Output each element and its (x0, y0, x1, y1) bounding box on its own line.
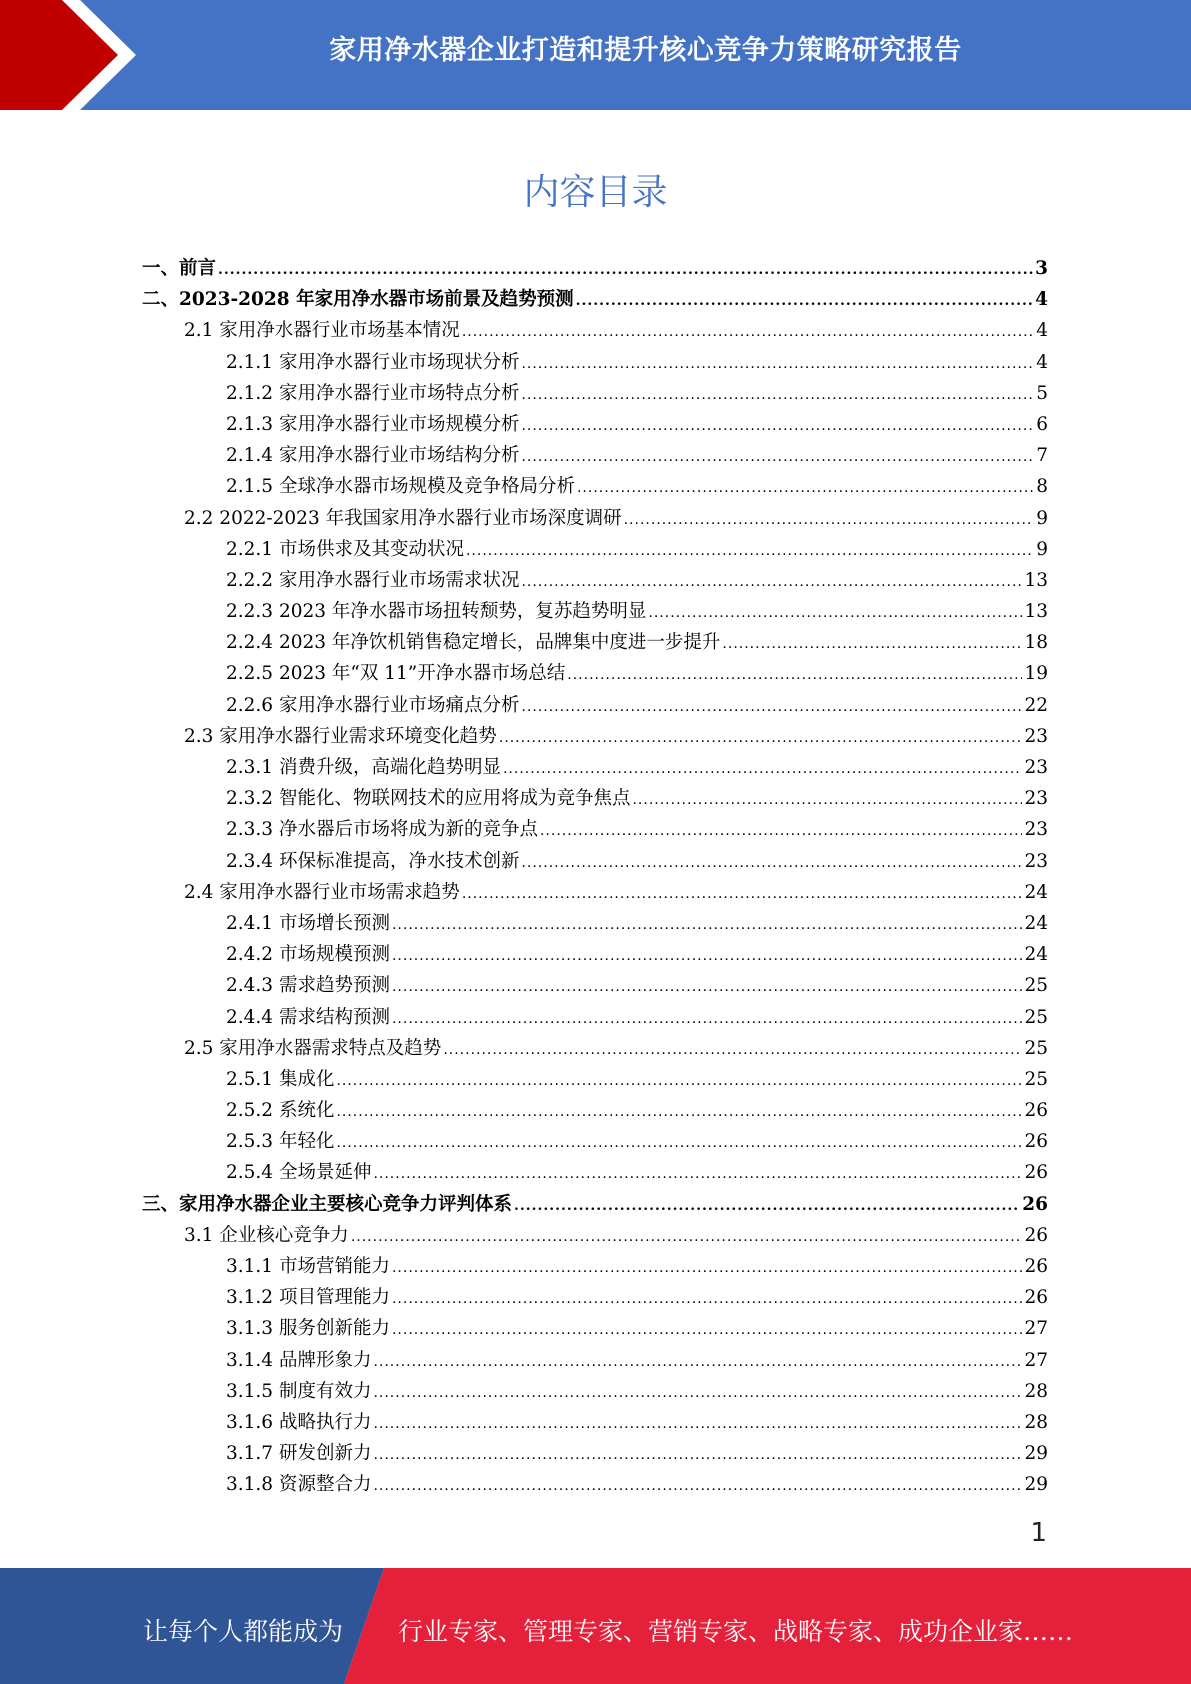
toc-leader-dots (521, 387, 1034, 403)
toc-entry[interactable] (142, 348, 1048, 379)
toc-entry-label: 2.2.4 2023 年净饮机销售稳定增长，品牌集中度进一步提升 (226, 632, 721, 654)
toc-entry-page: 27 (1024, 1318, 1048, 1340)
toc-leader-dots (462, 886, 1023, 902)
toc-entry-page: 5 (1036, 382, 1048, 404)
toc-leader-dots (466, 543, 1034, 559)
toc-entry-page: 26 (1024, 1224, 1048, 1246)
toc-entry[interactable] (142, 722, 1048, 753)
toc-entry[interactable] (142, 659, 1048, 690)
toc-entry[interactable] (142, 1065, 1048, 1096)
toc-entry-page: 26 (1024, 1162, 1048, 1184)
toc-leader-dots (336, 1135, 1022, 1151)
toc-entry-label: 3.1.1 市场营销能力 (226, 1256, 390, 1277)
toc-entry-page: 9 (1036, 507, 1048, 529)
toc-entry-label: 三、家用净水器企业主要核心竞争力评判体系 (142, 1193, 513, 1215)
toc-leader-dots (514, 1198, 1020, 1214)
toc-entry-label: 2.2.6 家用净水器行业市场痛点分析 (226, 694, 520, 716)
toc-entry-label: 2.3.2 智能化、物联网技术的应用将成为竞争焦点 (226, 788, 631, 810)
toc-entry-page: 13 (1024, 569, 1048, 591)
toc-entry-page: 18 (1024, 632, 1048, 654)
toc-entry-page: 26 (1024, 1287, 1048, 1309)
toc-entry-label: 2.3.4 环保标准提高，净水技术创新 (226, 850, 520, 872)
toc-entry[interactable] (142, 1096, 1048, 1127)
toc-entry-page: 4 (1035, 289, 1048, 311)
toc-entry-page: 6 (1036, 413, 1048, 435)
toc-entry[interactable] (142, 316, 1048, 347)
toc-entry-label: 2.5 家用净水器需求特点及趋势 (184, 1037, 442, 1059)
toc-entry-label: 二、2023-2028 年家用净水器市场前景及趋势预测 (142, 289, 574, 311)
toc-leader-dots (503, 761, 1022, 777)
toc-entry-page: 25 (1024, 1006, 1048, 1028)
toc-entry-label: 2.5.3 年轻化 (226, 1131, 335, 1153)
footer-slogan-right: 行业专家、管理专家、营销专家、战略专家、成功企业家…… (398, 1617, 1074, 1646)
toc-entry-label: 3.1.8 资源整合力 (226, 1474, 372, 1496)
toc-entry-page: 7 (1036, 445, 1048, 467)
toc-entry-label: 2.1 家用净水器行业市场基本情况 (184, 320, 460, 342)
toc-entry-page: 29 (1024, 1474, 1048, 1496)
toc-entry[interactable] (142, 535, 1048, 566)
chevron-arrow-icon (0, 0, 150, 110)
toc-entry-page: 25 (1024, 975, 1048, 997)
toc-leader-dots (648, 605, 1022, 621)
toc-entry-page: 26 (1024, 1100, 1048, 1122)
toc-leader-dots (521, 855, 1022, 871)
toc-leader-dots (373, 1416, 1022, 1432)
toc-entry-label: 一、前言 (142, 258, 217, 279)
toc-leader-dots (577, 480, 1034, 496)
toc-entry[interactable] (142, 815, 1048, 846)
toc-entry[interactable] (142, 1408, 1048, 1439)
footer-slogan-left: 让每个人都能成为 (143, 1617, 344, 1646)
toc-entry[interactable] (142, 1377, 1048, 1408)
toc-entry[interactable] (142, 254, 1048, 285)
toc-entry-page: 22 (1024, 694, 1048, 716)
toc-leader-dots (443, 1042, 1022, 1058)
toc-leader-dots (499, 730, 1023, 746)
toc-leader-dots (632, 792, 1022, 808)
toc-entry[interactable] (142, 410, 1048, 441)
toc-entry-page: 3 (1035, 258, 1048, 279)
toc-entry-page: 24 (1024, 944, 1048, 966)
toc-entry-label: 2.4.2 市场规模预测 (226, 944, 390, 966)
toc-leader-dots (521, 574, 1022, 590)
page-number: 1 (1030, 1518, 1047, 1548)
toc-entry[interactable] (142, 909, 1048, 940)
toc-entry-label: 2.4.4 需求结构预测 (226, 1006, 390, 1028)
toc-entry-label: 2.2.3 2023 年净水器市场扭转颓势，复苏趋势明显 (226, 601, 647, 623)
toc-entry-page: 25 (1024, 1037, 1048, 1059)
toc-leader-dots (521, 418, 1034, 434)
toc-entry-label: 2.4.1 市场增长预测 (226, 912, 390, 934)
toc-entry[interactable] (142, 472, 1048, 503)
toc-entry[interactable] (142, 441, 1048, 472)
toc-entry-label: 2.1.1 家用净水器行业市场现状分析 (226, 351, 520, 373)
toc-entry[interactable] (142, 691, 1048, 722)
toc-entry[interactable] (142, 285, 1048, 316)
toc-entry-label: 2.1.5 全球净水器市场规模及竞争格局分析 (226, 476, 575, 498)
toc-entry-page: 13 (1024, 601, 1048, 623)
toc-leader-dots (392, 979, 1022, 995)
toc-entry-page: 23 (1024, 788, 1048, 810)
toc-entry[interactable] (142, 1283, 1048, 1314)
toc-entry[interactable] (142, 504, 1048, 535)
toc-entry[interactable] (142, 566, 1048, 597)
toc-entry[interactable] (142, 971, 1048, 1002)
toc-entry-label: 3.1.6 战略执行力 (226, 1411, 372, 1433)
toc-leader-dots (392, 948, 1022, 964)
toc-leader-dots (373, 1478, 1022, 1494)
toc-entry[interactable] (142, 1221, 1048, 1252)
toc-leader-dots (373, 1385, 1022, 1401)
toc-leader-dots (521, 356, 1034, 372)
toc-entry-label: 2.3.1 消费升级，高端化趋势明显 (226, 757, 501, 778)
toc-leader-dots (392, 1011, 1022, 1027)
toc-entry[interactable] (142, 784, 1048, 815)
toc-entry-label: 2.2.2 家用净水器行业市场需求状况 (226, 569, 520, 591)
toc-leader-dots (722, 636, 1022, 652)
toc-entry-label: 3.1.4 品牌形象力 (226, 1349, 372, 1371)
toc-entry[interactable] (142, 379, 1048, 410)
toc-entry-label: 2.2.5 2023 年“双 11”开净水器市场总结 (226, 663, 566, 685)
toc-leader-dots (521, 699, 1022, 715)
toc-entry-page: 25 (1024, 1068, 1048, 1090)
toc-leader-dots (567, 667, 1022, 683)
toc-entry-page: 9 (1036, 538, 1048, 560)
toc-entry-label: 2.5.1 集成化 (226, 1068, 335, 1090)
toc-leader-dots (576, 293, 1034, 309)
table-of-contents (142, 254, 1048, 1502)
toc-entry-page: 26 (1024, 1131, 1048, 1153)
toc-entry[interactable] (142, 1346, 1048, 1377)
toc-entry-label: 2.2.1 市场供求及其变动状况 (226, 538, 464, 560)
toc-entry[interactable] (142, 1034, 1048, 1065)
toc-heading: 内容目录 (523, 172, 668, 213)
toc-entry[interactable] (142, 597, 1048, 628)
toc-entry-label: 3.1.7 研发创新力 (226, 1443, 372, 1465)
toc-entry-label: 3.1.3 服务创新能力 (226, 1318, 390, 1340)
toc-entry-page: 28 (1024, 1380, 1048, 1402)
toc-entry-label: 2.3 家用净水器行业需求环境变化趋势 (184, 725, 497, 747)
toc-entry[interactable] (142, 1252, 1048, 1283)
toc-leader-dots (373, 1447, 1022, 1463)
toc-entry-label: 3.1.5 制度有效力 (226, 1380, 372, 1402)
toc-leader-dots (392, 1291, 1022, 1307)
toc-entry-page: 23 (1024, 757, 1048, 778)
toc-entry-page: 29 (1024, 1443, 1048, 1465)
toc-entry-page: 24 (1024, 912, 1048, 934)
toc-entry-label: 2.5.4 全场景延伸 (226, 1162, 372, 1184)
report-title: 家用净水器企业打造和提升核心竞争力策略研究报告 (329, 35, 962, 66)
toc-entry-page: 4 (1036, 320, 1048, 342)
toc-leader-dots (521, 449, 1034, 465)
toc-entry[interactable] (142, 1470, 1048, 1501)
toc-entry-page: 28 (1024, 1411, 1048, 1433)
toc-entry-label: 3.1.2 项目管理能力 (226, 1287, 390, 1309)
toc-entry-label: 3.1 企业核心竞争力 (184, 1224, 349, 1246)
toc-entry-label: 2.1.3 家用净水器行业市场规模分析 (226, 413, 520, 435)
toc-entry-page: 26 (1024, 1256, 1048, 1277)
toc-entry[interactable] (142, 1127, 1048, 1158)
toc-entry[interactable] (142, 1190, 1048, 1221)
toc-entry-label: 2.1.2 家用净水器行业市场特点分析 (226, 382, 520, 404)
toc-leader-dots (624, 512, 1035, 528)
toc-entry-page: 19 (1024, 663, 1048, 685)
toc-entry[interactable] (142, 753, 1048, 784)
toc-entry[interactable] (142, 1003, 1048, 1034)
toc-leader-dots (351, 1229, 1023, 1245)
header-band (0, 0, 1191, 110)
toc-entry[interactable] (142, 1439, 1048, 1470)
toc-leader-dots (462, 324, 1034, 340)
toc-leader-dots (373, 1166, 1022, 1182)
toc-entry-page: 23 (1024, 819, 1048, 841)
toc-leader-dots (392, 917, 1022, 933)
toc-entry-page: 4 (1036, 351, 1048, 373)
toc-leader-dots (392, 1260, 1022, 1276)
toc-entry-page: 27 (1024, 1349, 1048, 1371)
toc-leader-dots (392, 1322, 1022, 1338)
footer-band (0, 1568, 1191, 1684)
toc-entry-label: 2.1.4 家用净水器行业市场结构分析 (226, 445, 520, 467)
toc-entry-label: 2.3.3 净水器后市场将成为新的竞争点 (226, 819, 538, 841)
toc-leader-dots (336, 1104, 1022, 1120)
toc-entry[interactable] (142, 878, 1048, 909)
toc-entry[interactable] (142, 1314, 1048, 1345)
toc-entry-page: 8 (1036, 476, 1048, 498)
toc-entry-label: 2.5.2 系统化 (226, 1100, 335, 1122)
toc-leader-dots (373, 1354, 1022, 1370)
toc-entry-label: 2.2 2022-2023 年我国家用净水器行业市场深度调研 (184, 507, 622, 529)
toc-leader-dots (540, 823, 1022, 839)
toc-leader-dots (218, 262, 1033, 278)
toc-entry-page: 23 (1024, 850, 1048, 872)
toc-entry-page: 26 (1022, 1193, 1048, 1215)
toc-entry[interactable] (142, 940, 1048, 971)
toc-entry[interactable] (142, 847, 1048, 878)
toc-entry[interactable] (142, 1158, 1048, 1189)
toc-entry-label: 2.4 家用净水器行业市场需求趋势 (184, 881, 460, 903)
toc-entry-label: 2.4.3 需求趋势预测 (226, 975, 390, 997)
toc-leader-dots (336, 1073, 1022, 1089)
toc-entry-page: 23 (1024, 725, 1048, 747)
toc-entry[interactable] (142, 628, 1048, 659)
toc-entry-page: 24 (1024, 881, 1048, 903)
